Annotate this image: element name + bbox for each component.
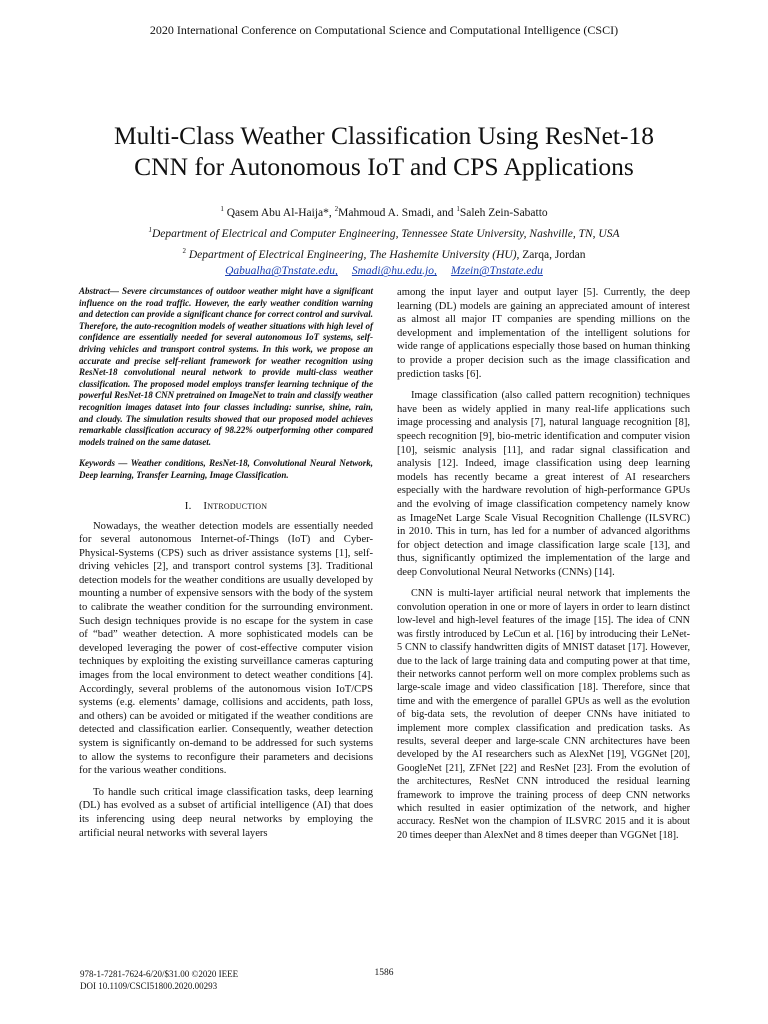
right-column xyxy=(397,286,690,842)
author-3: Saleh Zein-Sabatto xyxy=(459,206,548,219)
email-link-1[interactable]: Qabualha@Tnstate.edu, xyxy=(225,265,338,278)
aff2-text: Department of Electrical Engineering, The Hashemite University (HU), xyxy=(188,248,520,261)
page-number: 1586 xyxy=(374,968,394,978)
left-column xyxy=(79,286,373,840)
conference-header: 2020 International Conference on Computational Science and Computational Intelligence (CSCI) xyxy=(149,23,619,37)
title-line-1: Multi-Class Weather Classification Using ResNet-18 xyxy=(114,121,654,150)
intro-paragraph-4: Image classification (also called pattern recognition) techniques have been as widely applied in many real-life applications such image processing and analysis [7], natural language recognition [8], speech recognition [9], bio-metric identification and computer vision [10], seismic analysis [11], and radar signal classification and analysis [12]. Indeed, image classification using deep learning models has recently became a great interest of AI researchers especially with the hardware revolution of high-performance GPUs and the evolving of image classification competency namely know as ImageNet Large Scale Visual Recognition Challenge (ILSVRC) in 2010. This in turn, has led for a number of advanced algorithms for object detection and image classification large scale [13], and thus, significantly optimized the implementation of the large and deep Convolutional Neural Networks (CNNs) [14]. xyxy=(397,390,690,578)
aff2-location: Zarqa, Jordan xyxy=(519,248,586,261)
title-line-2: CNN for Autonomous IoT and CPS Applications xyxy=(134,152,634,181)
email-link-2[interactable]: Smadi@hu.edu.jo, xyxy=(351,265,437,278)
aff1-sup: 1 xyxy=(148,225,152,234)
aff2-sup: 2 xyxy=(182,246,186,255)
aff1-text: Department of Electrical and Computer Engineering, Tennessee State University, Nashville, TN, USA xyxy=(151,227,620,240)
abstract: Abstract— Severe circumstances of outdoor weather might have a significant influence on the road traffic. However, the early weather condition warning and detection can provide a significant chance for correct control and survival. Therefore, the auto-recognition models of weather situations with high level of confidence are essentially needed for several autonomous IoT systems, self-driving vehicles and transport control systems. In this work, we propose an accurate and precise self-reliant framework for weather recognition using ResNet-18 convolutional neural network to provide multi-class weather classification. The proposed model employs transfer learning technique of the powerful ResNet-18 CNN pretrained on ImageNet to train and classify weather recognition images dataset into four classes including: sunrise, shine, rain, and cloudy. The simulation results showed that our proposed model achieves remarkable classification accuracy of 98.22% outperforming other compared models trained on the same dataset. xyxy=(79,286,373,447)
paper-title xyxy=(40,120,728,182)
author1-sup: 1 xyxy=(220,205,224,213)
footer-isbn: 978-1-7281-7624-6/20/$31.00 ©2020 IEEE xyxy=(80,969,239,979)
keywords: Keywords — Weather conditions, ResNet-18, Convolutional Neural Network, Deep learning, Transfer Learning, Image Classification. xyxy=(79,458,373,480)
section-title: Introduction xyxy=(203,499,268,512)
author-block xyxy=(0,201,768,280)
intro-paragraph-5: CNN is multi-layer artificial neural network that implements the convolution operation in one or more of layers in order to learn distinct low-level and high-level features of the image [15]. The idea of CNN was firstly introduced by LeCun et al. [16] by introducing their LeNet-5 CNN to classify handwritten digits of MNIST dataset [17]. However, due to the lack of large training data and computing power at that time, their networks cannot perform well on more complex problems such as large-scale image and video classification [18]. Therefore, since that time and with the emergence of parallel GPUs as well as the evolution of big-data sets, the revolution of deeper CNNs have initiated to implement more complex classification and predication tasks. As results, several deeper and large-scale CNN architectures have been developed by the AI researchers such as AlexNet [19], VGGNet [20], GoogleNet [21], ZFNet [22] and ResNet [23]. From the evolution of the architectures, ResNet CNN introduced the residual learning framework to improve the training process of deep CNN networks which resulted in easier optimization of the network, and higher accuracy. ResNet won the champion of ILSVRC 2015 and it is about 20 times deeper than AlexNet and 8 times deeper than VGGNet [18]. xyxy=(397,588,690,841)
author-names xyxy=(0,201,768,222)
author-2: Mahmoud A. Smadi, and xyxy=(338,206,454,219)
intro-paragraph-3: among the input layer and output layer [5]. Currently, the deep learning (DL) models are gaining an appreciated amount of interest as almost all major IT companies are spending millions on the development and implementation of the intelligent solutions for wide range of applications especially those based on human thinking to provide a proper decision such as the image classification and prediction tasks [6]. xyxy=(397,287,690,380)
author3-sup: 1 xyxy=(456,205,460,213)
section-heading-introduction xyxy=(79,500,373,512)
affiliation-1 xyxy=(0,222,768,243)
intro-paragraph-2: To handle such critical image classification tasks, deep learning (DL) has evolved as a subset of artificial intelligence (AI) that does its inferencing using deep neural networks by employing the artificial neural networks with several layers xyxy=(79,786,373,839)
footer-doi: DOI 10.1109/CSCI51800.2020.00293 xyxy=(80,981,218,991)
intro-paragraph-1: Nowadays, the weather detection models are essentially needed for several autonomous Internet-of-Things (IoT) and Cyber-Physical-Systems (CPS) such as driver assistance systems [1], self-driving vehicles [2], and transport control systems [3]. Traditional detection models for the weather conditions are usually developed by mounting a number of expensive sensors with the body of the system to calibrate the weather condition for the surrounding environment. Such design techniques provide is no escape for the system in case of “bad” weather detection. A more sophisticated models can be developed leveraging the power of cost-effective computer vision techniques by exploiting the existing surveillance cameras capturing images from the local environment to detect weather conditions [4]. Accordingly, several problems of the autonomous vision IoT/CPS systems (e.g. elements’ damage, collisions and accidents, path loss, and others) can be avoided or mitigated if the weather conditions are detected and classification earlier. Consequently, weather detection system is significantly on-demand to be addressed for such systems to allow the systems to reconfigure their parameters and decisions for the various weather conditions. xyxy=(79,520,373,777)
email-link-3[interactable]: Mzein@Tnstate.edu xyxy=(450,265,543,278)
author-1: Qasem Abu Al-Haija*, xyxy=(226,206,332,219)
section-number: I. xyxy=(184,499,192,512)
email-list xyxy=(0,263,768,280)
affiliation-2 xyxy=(0,243,768,264)
author2-sup: 2 xyxy=(334,205,339,213)
